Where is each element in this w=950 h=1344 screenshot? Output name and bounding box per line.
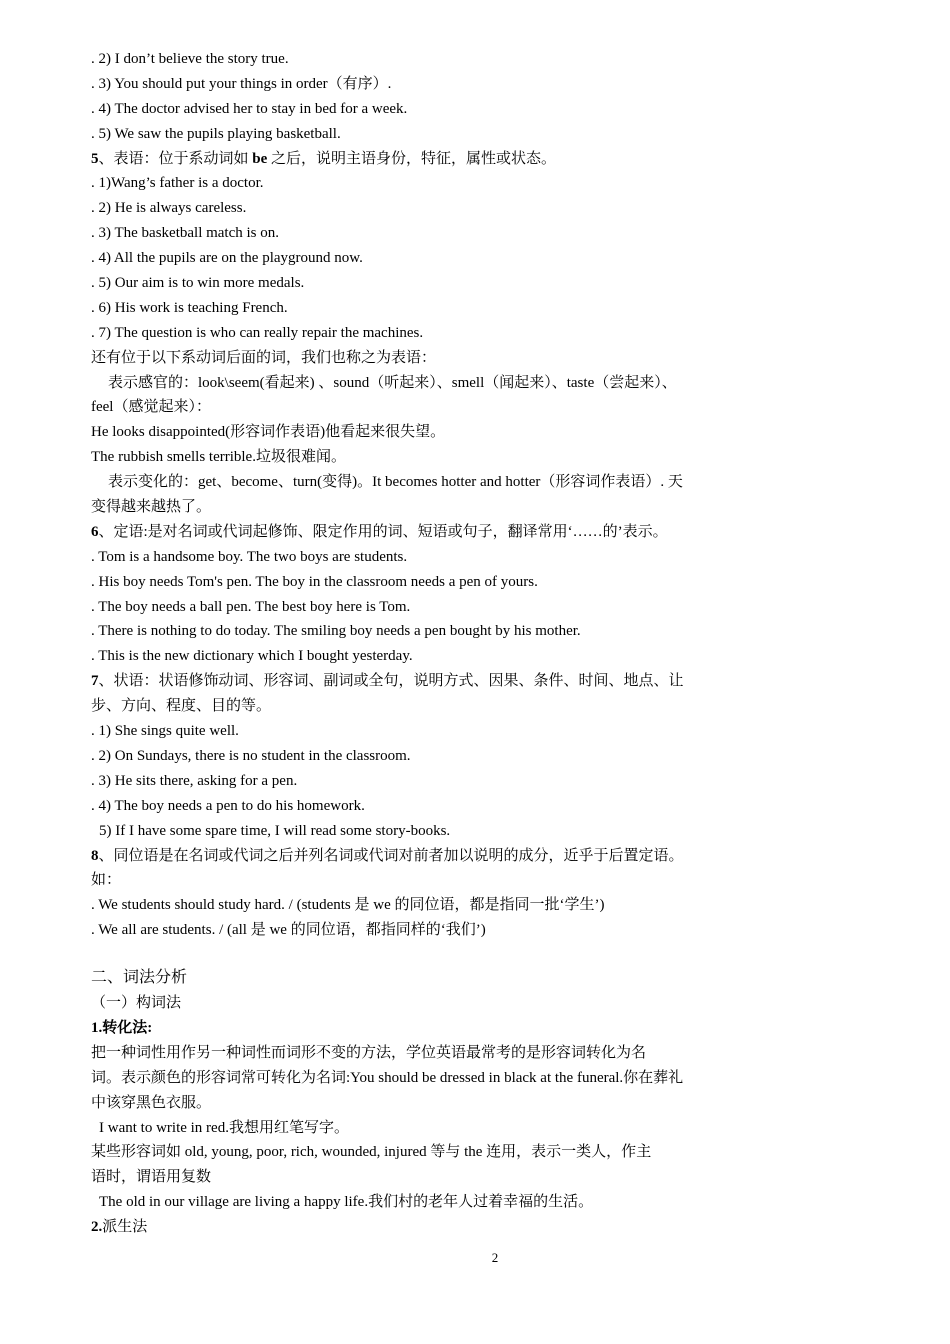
page-number: 2 xyxy=(491,1250,499,1265)
text-line: 语时，谓语用复数 xyxy=(91,1169,212,1186)
text-line: . 6) His work is teaching French. xyxy=(91,299,288,316)
text-line: 把一种词性用作另一种词性而词形不变的方法，学位英语最常考的是形容词转化为名 xyxy=(91,1044,647,1061)
text-line: The rubbish smells terrible.垃圾很难闻。 xyxy=(91,449,346,466)
text-line: 如： xyxy=(91,872,122,889)
text-line: 步、方向、程度、目的等。 xyxy=(91,698,272,715)
section-number: 6 xyxy=(91,523,99,540)
text-line: 中该穿黑色衣服。 xyxy=(91,1094,212,1111)
section-text: 、同位语是在名词或代词之后并列名词或代词对前者加以说明的成分，近乎于后置定语。 xyxy=(98,847,684,864)
section-number: 8 xyxy=(91,847,99,864)
spacer xyxy=(91,943,763,964)
text-line: . 3) He sits there, asking for a pen. xyxy=(91,772,298,789)
text-line: . 7) The question is who can really repair the machines. xyxy=(91,324,424,341)
section-heading-appositive xyxy=(91,844,763,869)
text-line: . We students should study hard. / (students 是 we 的同位语，都是指同一批‘学生’) xyxy=(91,897,605,914)
section-text: 、状语：状语修饰动词、形容词、副词或全句，说明方式、因果、条件、时间、地点、让 xyxy=(98,673,684,690)
text-line: . 4) The doctor advised her to stay in bed for a week. xyxy=(91,100,408,117)
item-title: 派生法 xyxy=(102,1219,148,1236)
text-line: . 2) He is always careless. xyxy=(91,200,247,217)
section-heading-morphology: 二、词法分析 xyxy=(91,969,188,987)
section-text: 、表语：位于系动词如 xyxy=(98,150,253,167)
text-line: . His boy needs Tom's pen. The boy in the classroom needs a pen of yours. xyxy=(91,573,538,590)
text-line: 变得越来越热了。 xyxy=(91,499,212,516)
text-line: . 3) You should put your things in order（有序）. xyxy=(91,75,392,92)
section-number: 5 xyxy=(91,150,99,167)
text-line: feel（感觉起来）： xyxy=(91,399,211,416)
item-heading-derivation xyxy=(91,1215,763,1240)
text-line: 词。表示颜色的形容词常可转化为名词:You should be dressed in black at the funeral.你在葬礼 xyxy=(91,1069,684,1086)
text-line: The old in our village are living a happy life.我们村的老年人过着幸福的生活。 xyxy=(99,1194,594,1211)
section-heading-adverbial xyxy=(91,669,763,694)
text-line: . 4) All the pupils are on the playground now. xyxy=(91,250,363,267)
text-line: 还有位于以下系动词后面的词，我们也称之为表语： xyxy=(91,349,437,366)
text-line: . We all are students. / (all 是 we 的同位语，都指同样的‘我们’) xyxy=(91,922,486,939)
subheading-word-formation: （一）构词法 xyxy=(91,995,182,1012)
text-line: . 1) She sings quite well. xyxy=(91,723,239,740)
text-line: . This is the new dictionary which I bought yesterday. xyxy=(91,648,413,665)
text-line: . 3) The basketball match is on. xyxy=(91,225,280,242)
text-line: 表示变化的：get、become、turn(变得)。It becomes hotter and hotter（形容词作表语）. 天 xyxy=(108,474,683,491)
text-line: 5) If I have some spare time, I will read some story-books. xyxy=(99,822,451,839)
item-title: 转化法: xyxy=(102,1019,153,1036)
section-text: 、定语:是对名词或代词起修饰、限定作用的词、短语或句子，翻译常用‘……的’表示。 xyxy=(98,523,668,540)
text-line: . The boy needs a ball pen. The best boy here is Tom. xyxy=(91,598,411,615)
text-line: . 1)Wang’s father is a doctor. xyxy=(91,175,264,192)
text-line: . There is nothing to do today. The smiling boy needs a pen bought by his mother. xyxy=(91,623,581,640)
text-line: . 4) The boy needs a pen to do his homework. xyxy=(91,797,365,814)
page-content xyxy=(91,47,763,1240)
item-heading-conversion xyxy=(91,1016,763,1041)
text-line: 表示感官的：look\seem(看起来) 、sound（听起来）、smell（闻起来）、taste（尝起来）、 xyxy=(108,374,677,391)
text-line: I want to write in red.我想用红笔写字。 xyxy=(99,1119,349,1136)
text-line: He looks disappointed(形容词作表语)他看起来很失望。 xyxy=(91,424,446,441)
text-line: . 2) On Sundays, there is no student in the classroom. xyxy=(91,747,411,764)
section-text: 之后，说明主语身份，特征，属性或状态。 xyxy=(267,150,557,167)
item-number: 1. xyxy=(91,1019,103,1036)
text-line: . 5) We saw the pupils playing basketball. xyxy=(91,125,341,142)
text-line: . 2) I don’t believe the story true. xyxy=(91,51,289,67)
section-heading-attributive xyxy=(91,520,763,545)
item-number: 2. xyxy=(91,1219,103,1236)
text-line: 某些形容词如 old, young, poor, rich, wounded, injured 等与 the 连用，表示一类人，作主 xyxy=(91,1144,652,1161)
text-line: . Tom is a handsome boy. The two boys are students. xyxy=(91,548,408,565)
section-heading-predicative xyxy=(91,147,763,172)
section-number: 7 xyxy=(91,673,99,690)
text-line: . 5) Our aim is to win more medals. xyxy=(91,275,305,292)
keyword-be: be xyxy=(252,150,268,167)
